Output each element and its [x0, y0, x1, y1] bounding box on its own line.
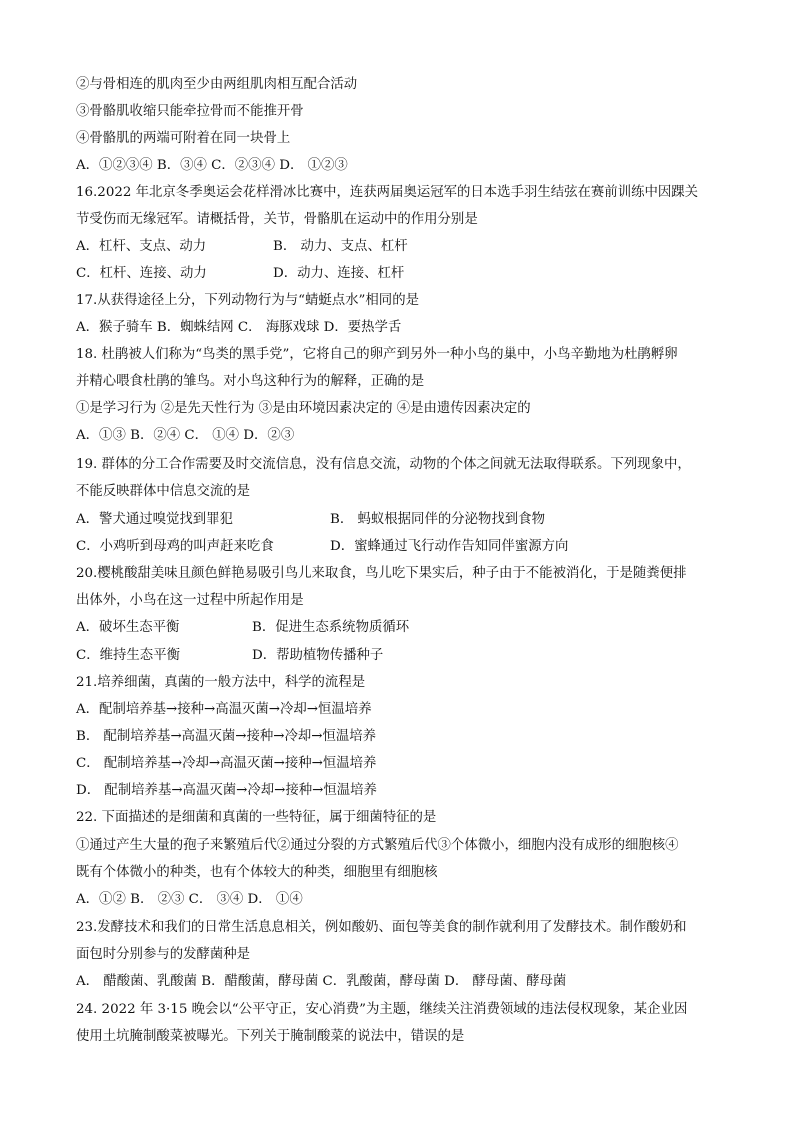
q20-stem-line-2: 出体外，小鸟在这一过程中所起作用是 — [76, 593, 304, 608]
q21-option-a: A．配制培养基→接种→高温灭菌→冷却→恒温培养 — [76, 702, 372, 717]
q16-option-c: C．杠杆、连接、动力 — [76, 266, 207, 281]
q21-option-b: B． 配制培养基→高温灭菌→接种→冷却→恒温培养 — [76, 729, 377, 744]
q23-stem-line-2: 面包时分别参与的发酵菌种是 — [76, 947, 251, 962]
q17-options: A．猴子骑车 B．蜘蛛结网 C． 海豚戏球 D．要热学舌 — [76, 320, 402, 335]
q20-stem-line-1: 20.樱桃酸甜美味且颜色鲜艳易吸引鸟儿来取食，鸟儿吃下果实后，种子由于不能被消化，于是随粪便排 — [76, 566, 687, 581]
q19-options-row-1 — [76, 512, 736, 528]
q22-options: A．①② B． ②③ C． ③④ D． ①④ — [76, 892, 303, 907]
q18-stem-line-1: 18. 杜鹃被人们称为“鸟类的黑手党”，它将自己的卵产到另外一种小鸟的巢中，小鸟辛勤地为杜鹃孵卵 — [76, 347, 678, 362]
q18-statements: ①是学习行为 ②是先天性行为 ③是由环境因素决定的 ④是由遗传因素决定的 — [76, 401, 531, 416]
q18-options: A．①③ B．②④ C． ①④ D．②③ — [76, 428, 295, 443]
q22-statements-line-1: ①通过产生大量的孢子来繁殖后代②通过分裂的方式繁殖后代③个体微小，细胞内没有成形的细胞核④ — [76, 838, 679, 853]
q19-stem-line-1: 19. 群体的分工合作需要及时交流信息，没有信息交流，动物的个体之间就无法取得联系。下列现象中， — [76, 457, 691, 472]
q15-options: A．①②③④ B．③④ C．②③④ D． ①②③ — [76, 158, 348, 173]
q16-stem-line-2: 节受伤而无缘冠军。请概括骨，关节，骨骼肌在运动中的作用分别是 — [76, 212, 478, 227]
q23-options: A． 醋酸菌、乳酸菌 B．醋酸菌，酵母菌 C．乳酸菌，酵母菌 D． 酵母菌、酵母菌 — [76, 974, 567, 989]
q20-option-d: D．帮助植物传播种子 — [252, 648, 384, 663]
q18-stem-line-2: 并精心喂食杜鹃的雏鸟。对小鸟这种行为的解释，正确的是 — [76, 374, 425, 389]
q16-options-row-1 — [76, 239, 736, 255]
q19-option-b: B． 蚂蚁根据同伴的分泌物找到食物 — [330, 512, 545, 527]
q21-option-c: C． 配制培养基→冷却→高温灭菌→接种→恒温培养 — [76, 756, 377, 771]
q15-statement-2: ②与骨相连的肌肉至少由两组肌肉相互配合活动 — [76, 77, 358, 92]
q19-options-row-2 — [76, 539, 736, 555]
q16-option-a: A．杠杆、支点、动力 — [76, 239, 207, 254]
q20-options-row-2 — [76, 648, 736, 664]
q16-options-row-2 — [76, 266, 736, 282]
q22-statements-line-2: 既有个体微小的种类，也有个体较大的种类，细胞里有细胞核 — [76, 865, 438, 880]
q16-option-d: D．动力、连接、杠杆 — [273, 266, 405, 281]
q23-stem-line-1: 23.发酵技术和我们的日常生活息息相关，例如酸奶、面包等美食的制作就利用了发酵技术。制作酸奶和 — [76, 920, 687, 935]
q21-option-d: D． 配制培养基→高温灭菌→冷却→接种→恒温培养 — [76, 783, 377, 798]
q16-stem-line-1: 16.2022 年北京冬季奥运会花样滑冰比赛中，连获两届奥运冠军的日本选手羽生结弦在赛前训练中因踝关 — [76, 185, 699, 200]
q19-stem-line-2: 不能反映群体中信息交流的是 — [76, 484, 251, 499]
q20-option-b: B．促进生态系统物质循环 — [252, 620, 410, 635]
q22-stem: 22. 下面描述的是细菌和真菌的一些特征，属于细菌特征的是 — [76, 810, 437, 825]
q21-stem: 21.培养细菌，真菌的一般方法中，科学的流程是 — [76, 675, 366, 690]
q24-stem-line-2: 使用土坑腌制酸菜被曝光。下列关于腌制酸菜的说法中，错误的是 — [76, 1029, 465, 1044]
q16-option-b: B． 动力、支点、杠杆 — [273, 239, 408, 254]
q17-stem: 17.从获得途径上分，下列动物行为与“蜻蜓点水”相同的是 — [76, 293, 419, 308]
q20-option-a: A．破坏生态平衡 — [76, 620, 180, 635]
q15-statement-4: ④骨骼肌的两端可附着在同一块骨上 — [76, 131, 291, 146]
q19-option-c: C．小鸡听到母鸡的叫声赶来吃食 — [76, 539, 274, 554]
q24-stem-line-1: 24. 2022 年 3·15 晚会以“公平守正，安心消费”为主题，继续关注消费领域的违法侵权现象，某企业因 — [76, 1002, 688, 1017]
q19-option-a: A．警犬通过嗅觉找到罪犯 — [76, 512, 233, 527]
q15-statement-3: ③骨骼肌收缩只能牵拉骨而不能推开骨 — [76, 104, 304, 119]
q20-options-row-1 — [76, 620, 736, 636]
q19-option-d: D．蜜蜂通过飞行动作告知同伴蜜源方向 — [330, 539, 569, 554]
q20-option-c: C．维持生态平衡 — [76, 648, 180, 663]
